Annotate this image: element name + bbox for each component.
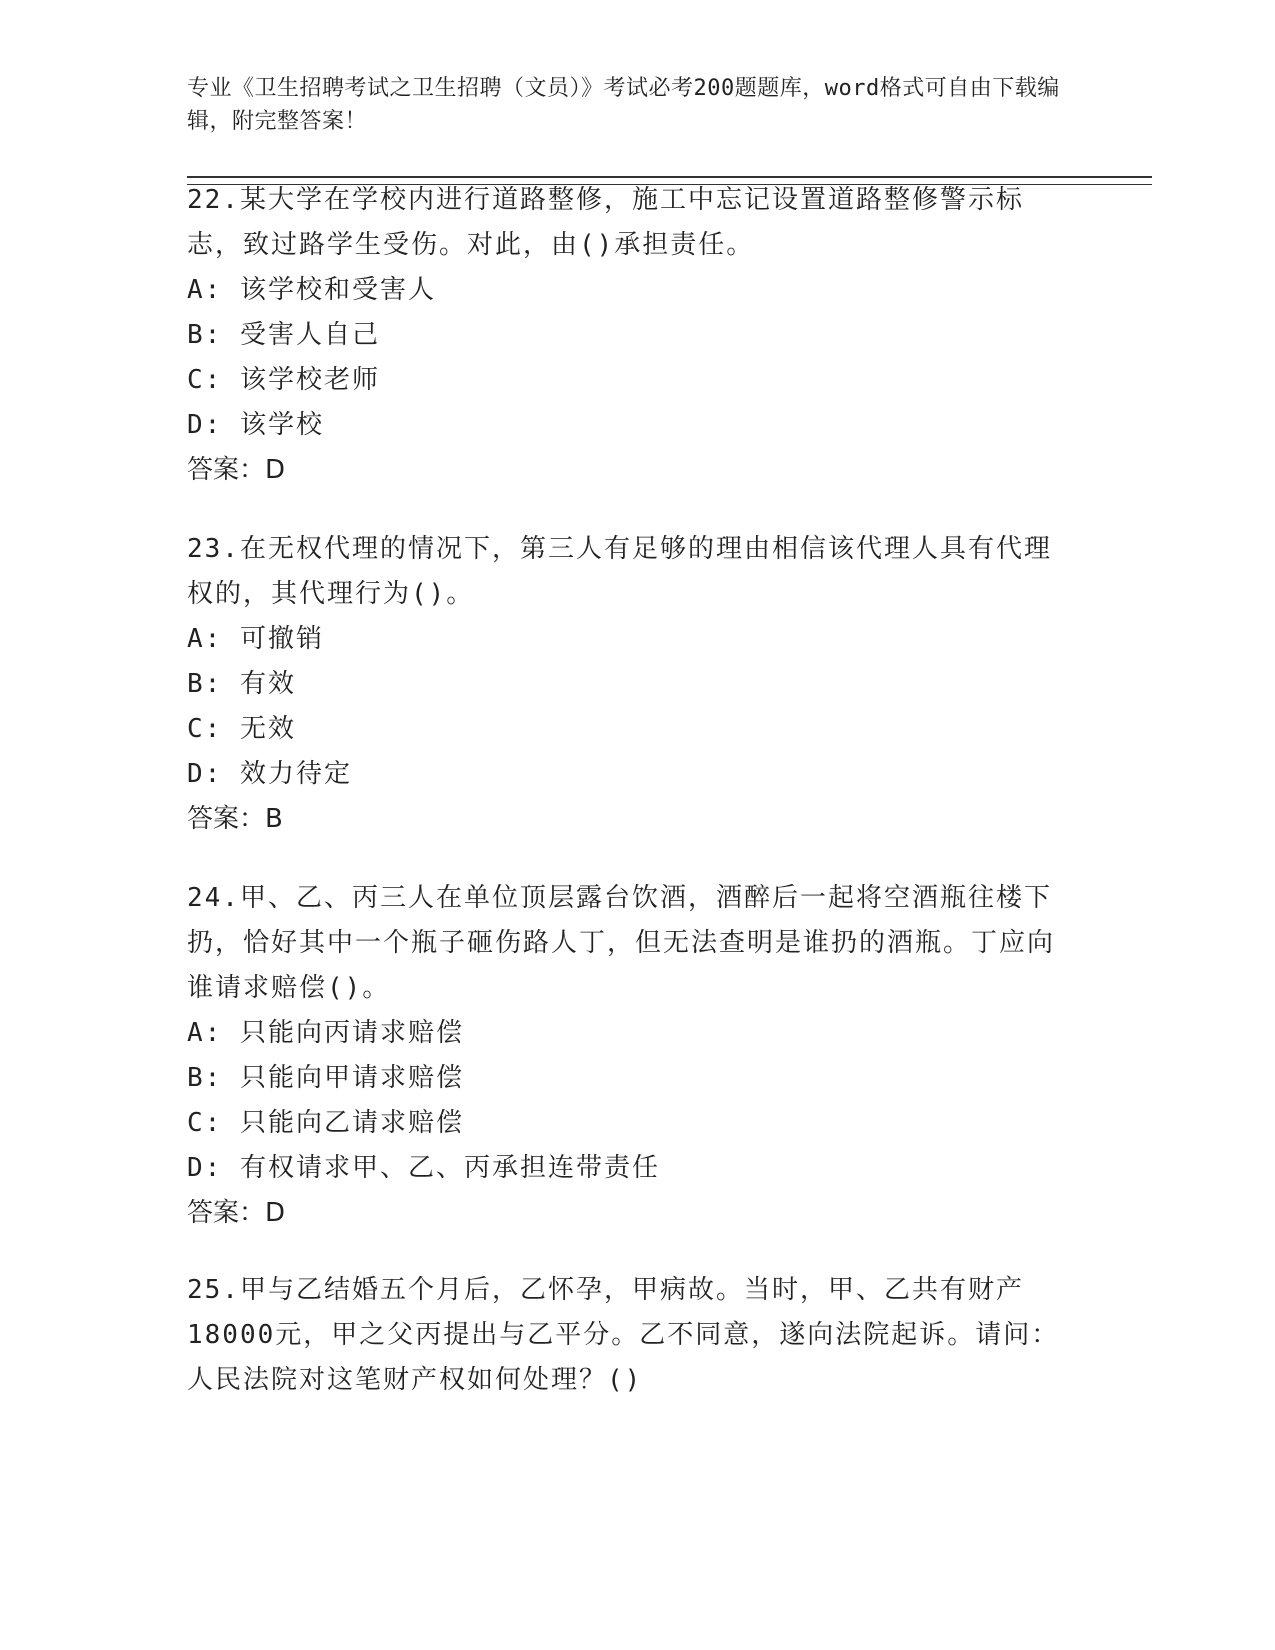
- option-label: B:: [187, 1063, 223, 1093]
- option-text: 该学校和受害人: [239, 275, 436, 305]
- option-c: [187, 358, 1067, 403]
- question-number: 25.: [187, 1275, 240, 1305]
- question-23: [187, 527, 1067, 842]
- answer-value: B: [265, 804, 283, 834]
- option-text: 无效: [239, 714, 296, 744]
- option-label: A:: [187, 624, 223, 654]
- option-a: [187, 1011, 1067, 1056]
- question-stem: [187, 1268, 1067, 1403]
- option-label: A:: [187, 275, 223, 305]
- document-header: [187, 72, 1067, 138]
- answer-label: 答案：: [187, 804, 266, 834]
- option-text: 该学校: [239, 410, 324, 440]
- option-label: B:: [187, 320, 223, 350]
- question-stem: [187, 178, 1067, 268]
- question-number: 23.: [187, 534, 240, 564]
- answer-value: D: [265, 1198, 286, 1228]
- question-number: 24.: [187, 883, 240, 913]
- option-text: 受害人自己: [239, 320, 380, 350]
- option-a: [187, 268, 1067, 313]
- question-text: 甲与乙结婚五个月后，乙怀孕，甲病故。当时，甲、乙共有财产18000元，甲之父丙提出与乙平分。乙不同意，遂向法院起诉。请问：人民法院对这笔财产权如何处理？(): [187, 1275, 1060, 1395]
- option-d: [187, 752, 1067, 797]
- option-text: 可撤销: [239, 624, 324, 654]
- option-text: 有权请求甲、乙、丙承担连带责任: [239, 1153, 660, 1183]
- answer-value: D: [265, 455, 286, 485]
- option-label: B:: [187, 669, 223, 699]
- option-label: C:: [187, 1108, 223, 1138]
- option-label: D:: [187, 1153, 223, 1183]
- option-c: [187, 1101, 1067, 1146]
- question-stem: [187, 876, 1067, 1011]
- option-d: [187, 1146, 1067, 1191]
- option-b: [187, 313, 1067, 358]
- option-a: [187, 617, 1067, 662]
- option-text: 只能向乙请求赔偿: [239, 1108, 464, 1138]
- option-label: D:: [187, 759, 223, 789]
- answer-line: [187, 448, 1067, 493]
- option-text: 效力待定: [239, 759, 352, 789]
- option-label: A:: [187, 1018, 223, 1048]
- option-d: [187, 403, 1067, 448]
- answer-label: 答案：: [187, 455, 266, 485]
- option-text: 该学校老师: [239, 365, 380, 395]
- question-stem: [187, 527, 1067, 617]
- answer-line: [187, 1191, 1067, 1236]
- question-text: 某大学在学校内进行道路整修，施工中忘记设置道路整修警示标志，致过路学生受伤。对此，由()承担责任。: [187, 185, 1024, 260]
- question-22: [187, 178, 1067, 493]
- option-label: C:: [187, 365, 223, 395]
- header-text: 专业《卫生招聘考试之卫生招聘（文员）》考试必考200题题库，word格式可自由下载编辑，附完整答案！: [187, 76, 1060, 134]
- option-c: [187, 707, 1067, 752]
- option-text: 有效: [239, 669, 296, 699]
- answer-line: [187, 797, 1067, 842]
- question-number: 22.: [187, 185, 240, 215]
- option-label: C:: [187, 714, 223, 744]
- question-text: 甲、乙、丙三人在单位顶层露台饮酒，酒醉后一起将空酒瓶往楼下扔，恰好其中一个瓶子砸伤路人丁，但无法查明是谁扔的酒瓶。丁应向谁请求赔偿()。: [187, 883, 1056, 1003]
- answer-label: 答案：: [187, 1198, 266, 1228]
- option-text: 只能向丙请求赔偿: [239, 1018, 464, 1048]
- question-text: 在无权代理的情况下，第三人有足够的理由相信该代理人具有代理权的，其代理行为()。: [187, 534, 1052, 609]
- question-24: [187, 876, 1067, 1236]
- option-b: [187, 1056, 1067, 1101]
- option-b: [187, 662, 1067, 707]
- option-text: 只能向甲请求赔偿: [239, 1063, 464, 1093]
- option-label: D:: [187, 410, 223, 440]
- question-25: [187, 1268, 1067, 1403]
